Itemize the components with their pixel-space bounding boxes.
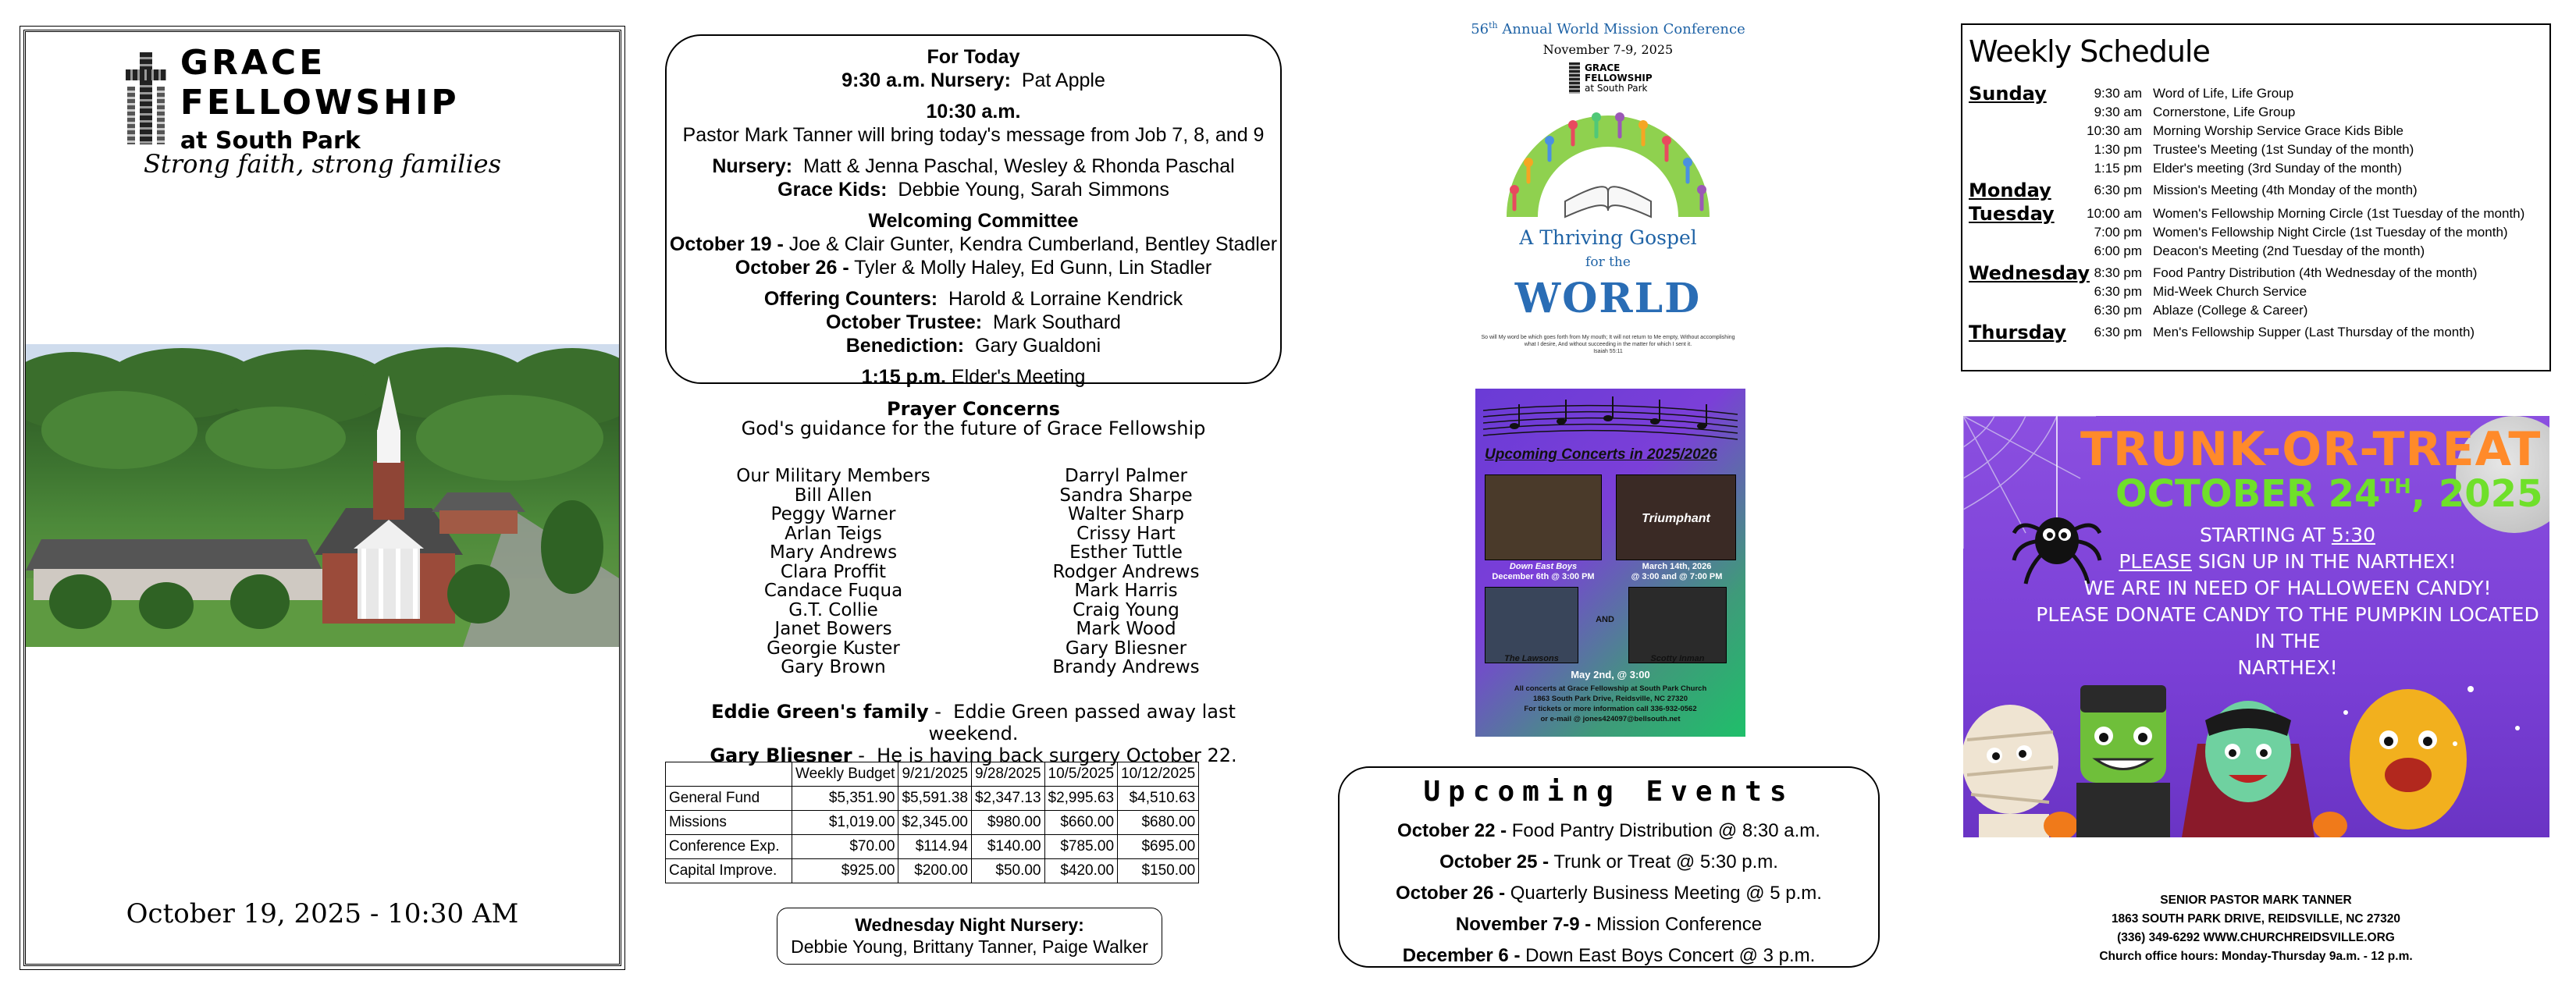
finance-header: 10/5/2025 — [1044, 762, 1118, 787]
special2-text: He is having back surgery October 22. — [877, 744, 1237, 766]
event-text: Quarterly Business Meeting @ 5 p.m. — [1510, 883, 1822, 904]
schedule-item — [2086, 301, 2546, 320]
nursery2-label: Nursery: — [712, 155, 793, 177]
counters-names: Harold & Lorraine Kendrick — [948, 288, 1183, 310]
concerts-flyer — [1475, 389, 1745, 737]
prayer-name: Bill Allen — [794, 485, 873, 506]
schedule-rows — [1969, 81, 2546, 343]
event-item — [1340, 940, 1878, 972]
prayer-name: G.T. Collie — [788, 599, 878, 620]
special1-name: Eddie Green's family — [711, 701, 929, 723]
finance-amount: $2,345.00 — [898, 811, 972, 835]
thriving-gospel-text: A Thriving Gospel — [1519, 226, 1697, 249]
schedule-time: 6:30 pm — [2094, 284, 2142, 299]
finance-header — [666, 762, 792, 787]
day-name: Wednesday — [1969, 262, 2090, 284]
schedule-time: 10:30 am — [2087, 123, 2142, 138]
scripture-verse: So will My word be which goes forth from My mouth; It will not return to Me empty, Without accomplishing what I desire, And without succeeding in the matter for which I sent it. Isaiah 55:11 — [1481, 335, 1735, 354]
event-text: Down East Boys Concert @ 3 p.m. — [1525, 945, 1816, 966]
event-date: October 26 - — [1396, 883, 1506, 904]
schedule-item — [2086, 159, 2546, 178]
schedule-day — [1969, 178, 2546, 201]
trunk-details: STARTING AT 5:30 PLEASE SIGN UP IN THE NARTHEX! WE ARE IN NEED OF HALLOWEEN CANDY! PLEASE DONATE CANDY TO THE PUMPKIN LOCATED IN THE NARTHEX! — [2036, 524, 2539, 679]
finance-fund-name: Capital Improve. — [666, 859, 792, 883]
day-name: Tuesday — [1969, 203, 2055, 225]
concerts-header: Upcoming Concerts in 2025/2026 — [1485, 446, 1717, 463]
schedule-text: Cornerstone, Life Group — [2153, 105, 2296, 119]
counters-label: Offering Counters: — [763, 288, 938, 310]
events-list — [1340, 816, 1878, 972]
schedule-text: Mission's Meeting (4th Monday of the month) — [2153, 183, 2418, 197]
welcome2-date: October 26 - — [735, 257, 849, 279]
finance-fund-name: Conference Exp. — [666, 835, 792, 859]
day-name: Sunday — [1969, 83, 2047, 105]
trunk-date: OCTOBER 24TH, 2025 — [2115, 472, 2543, 516]
prayer-name: Peggy Warner — [770, 504, 896, 524]
finance-fund-name: General Fund — [666, 787, 792, 811]
event-date: October 22 - — [1397, 820, 1507, 841]
event-text: Mission Conference — [1596, 914, 1763, 935]
prayer-name: Candace Fuqua — [763, 581, 903, 601]
prayer-title: Prayer Concerns — [887, 398, 1060, 420]
finance-amount: $140.00 — [971, 835, 1044, 859]
welcoming-title: Welcoming Committee — [868, 210, 1079, 232]
prayer-name: Craig Young — [1073, 599, 1179, 620]
nursery-name: Pat Apple — [1021, 69, 1105, 91]
schedule-item — [2086, 140, 2546, 159]
schedule-time: 6:30 pm — [2094, 303, 2142, 318]
nursery-label: 9:30 a.m. Nursery: — [841, 69, 1011, 91]
logo-location: at South Park — [180, 126, 361, 155]
finance-fund-name: Missions — [666, 811, 792, 835]
schedule-time: 1:15 pm — [2094, 161, 2142, 176]
schedule-day — [1969, 81, 2546, 178]
schedule-text: Ablaze (College & Career) — [2153, 303, 2308, 318]
schedule-item — [2086, 223, 2546, 242]
finance-amount: $2,995.63 — [1044, 787, 1118, 811]
schedule-text: Word of Life, Life Group — [2153, 86, 2294, 101]
kids-names: Debbie Young, Sarah Simmons — [898, 179, 1169, 201]
schedule-time: 6:30 pm — [2094, 183, 2142, 197]
schedule-text: Mid-Week Church Service — [2153, 284, 2307, 299]
special1-text: Eddie Green passed away last weekend. — [928, 701, 1236, 744]
kids-label: Grace Kids: — [777, 179, 888, 201]
trustee-name: Mark Southard — [993, 311, 1121, 333]
schedule-text: Women's Fellowship Morning Circle (1st Tuesday of the month) — [2153, 206, 2525, 221]
prayer-name: Rodger Andrews — [1052, 561, 1200, 582]
church-contact — [1961, 891, 2551, 966]
schedule-text: Elder's meeting (3rd Sunday of the month) — [2153, 161, 2402, 176]
prayer-name: Walter Sharp — [1067, 504, 1185, 524]
cross-icon — [126, 52, 166, 144]
schedule-title: Weekly Schedule — [1969, 34, 2210, 69]
prayer-name: Arlan Teigs — [785, 523, 882, 544]
schedule-time: 9:30 am — [2094, 86, 2142, 101]
finance-amount: $70.00 — [792, 835, 898, 859]
finance-amount: $925.00 — [792, 859, 898, 883]
finance-header: 9/21/2025 — [898, 762, 972, 787]
event-item — [1340, 909, 1878, 940]
schedule-time: 6:00 pm — [2094, 243, 2142, 258]
prayer-name: Gary Brown — [781, 657, 886, 677]
day-name: Thursday — [1969, 322, 2066, 343]
schedule-time: 7:00 pm — [2094, 225, 2142, 240]
schedule-text: Trustee's Meeting (1st Sunday of the month) — [2153, 142, 2414, 157]
trunk-or-treat-flyer — [1963, 416, 2549, 837]
office-hours: Church office hours: Monday-Thursday 9a.m. - 12 p.m. — [2099, 950, 2413, 963]
schedule-day — [1969, 261, 2546, 320]
schedule-text: Women's Fellowship Night Circle (1st Tuesday of the month) — [2153, 225, 2508, 240]
event-date: December 6 - — [1402, 945, 1521, 966]
service-time: 10:30 a.m. — [926, 101, 1021, 123]
finance-amount: $114.94 — [898, 835, 972, 859]
schedule-day — [1969, 201, 2546, 261]
service-date: October 19, 2025 - 10:30 AM — [126, 898, 519, 929]
schedule-text: Food Pantry Distribution (4th Wednesday of the month) — [2153, 265, 2478, 280]
schedule-item — [2086, 242, 2546, 261]
special2-name: Gary Bliesner — [710, 744, 852, 766]
finance-table — [665, 762, 1199, 883]
wed-nursery-title: Wednesday Night Nursery: — [855, 915, 1084, 935]
prayer-name: Mark Harris — [1074, 581, 1178, 601]
for-the-text: for the — [1585, 254, 1631, 270]
finance-row — [666, 787, 1199, 811]
church-address: 1863 SOUTH PARK DRIVE, REIDSVILLE, NC 27320 — [2111, 912, 2401, 926]
finance-amount: $4,510.63 — [1118, 787, 1199, 811]
prayer-name: Darryl Palmer — [1065, 466, 1187, 486]
finance-header: Weekly Budget — [792, 762, 898, 787]
schedule-item — [2086, 181, 2546, 200]
finance-amount: $660.00 — [1044, 811, 1118, 835]
concert3-name: The Lawsons — [1504, 654, 1559, 663]
prayer-name: Our Military Members — [736, 466, 930, 486]
tagline: Strong faith, strong families — [143, 149, 501, 179]
event-item — [1340, 878, 1878, 909]
prayer-column-1 — [687, 467, 980, 677]
concert1-date: December 6th @ 3:00 PM — [1492, 572, 1595, 581]
trunk-title: TRUNK-OR-TREAT — [2080, 422, 2542, 477]
for-today-box — [665, 34, 1282, 388]
conference-title: 56th Annual World Mission Conference — [1471, 20, 1745, 37]
events-title: Upcoming Events — [1423, 776, 1795, 808]
special-prayer: Eddie Green's family - Eddie Green passed away last weekend. Gary Bliesner - He is having back surgery October 22. — [710, 701, 1237, 766]
benediction-label: Benediction: — [845, 335, 965, 357]
music-notes-icon — [1483, 395, 1738, 442]
elders-time: 1:15 p.m. — [861, 366, 946, 388]
and-text: AND — [1596, 615, 1614, 624]
sermon-message: Pastor Mark Tanner will bring today's message from Job 7, 8, and 9 — [682, 124, 1265, 146]
prayer-name: Sandra Sharpe — [1059, 485, 1193, 506]
prayer-name: Esther Tuttle — [1069, 542, 1183, 563]
prayer-list — [687, 467, 1272, 677]
schedule-item — [2086, 204, 2546, 223]
wednesday-nursery-box — [777, 908, 1162, 965]
people-globe-illustration — [1491, 100, 1725, 229]
prayer-name: Clara Proffit — [780, 561, 887, 582]
finance-amount: $695.00 — [1118, 835, 1199, 859]
concert34-date: May 2nd, @ 3:00 — [1571, 669, 1650, 681]
conference-dates: November 7-9, 2025 — [1542, 42, 1674, 57]
upcoming-events-box — [1338, 766, 1880, 968]
prayer-name: Janet Bowers — [774, 619, 892, 639]
schedule-time: 1:30 pm — [2094, 142, 2142, 157]
concert1-name: Down East Boys — [1509, 562, 1578, 571]
prayer-name: Georgie Kuster — [767, 638, 900, 659]
for-today-title: For Today — [927, 46, 1020, 68]
welcome2-names: Tyler & Molly Haley, Ed Gunn, Lin Stadler — [854, 257, 1212, 279]
finance-amount: $980.00 — [971, 811, 1044, 835]
welcome1-names: Joe & Clair Gunter, Kendra Cumberland, Bentley Stadler — [788, 233, 1278, 255]
nursery2-names: Matt & Jenna Paschal, Wesley & Rhonda Paschal — [803, 155, 1235, 177]
schedule-item — [2086, 283, 2546, 301]
event-date: October 25 - — [1439, 851, 1550, 872]
prayer-column-2 — [980, 467, 1272, 677]
finance-amount: $150.00 — [1118, 859, 1199, 883]
schedule-item — [2086, 264, 2546, 283]
cross-icon — [1569, 62, 1580, 94]
finance-header: 10/12/2025 — [1118, 762, 1199, 787]
church-photo — [26, 344, 619, 647]
concerts-footer: All concerts at Grace Fellowship at South Park Church 1863 South Park Drive, Reidsville, NC 27320 For tickets or more information call 336-932-0562 or e-mail @ jones424097@bellsouth.net — [1514, 684, 1707, 723]
schedule-item — [2086, 323, 2546, 342]
concert2-date: March 14th, 2026 — [1642, 562, 1712, 571]
finance-amount: $5,351.90 — [792, 787, 898, 811]
wed-nursery-names: Debbie Young, Brittany Tanner, Paige Walker — [791, 936, 1148, 957]
prayer-name: Brandy Andrews — [1052, 657, 1200, 677]
finance-amount: $2,347.13 — [971, 787, 1044, 811]
concert4-name: Scotty Inman — [1650, 654, 1705, 663]
schedule-text: Morning Worship Service Grace Kids Bible — [2153, 123, 2403, 138]
finance-amount: $5,591.38 — [898, 787, 972, 811]
schedule-item — [2086, 122, 2546, 140]
pastor-name: SENIOR PASTOR MARK TANNER — [2160, 894, 2352, 907]
trustee-label: October Trustee: — [826, 311, 983, 333]
finance-amount: $50.00 — [971, 859, 1044, 883]
concert2-time: @ 3:00 and @ 7:00 PM — [1631, 572, 1723, 581]
finance-row — [666, 811, 1199, 835]
finance-row — [666, 859, 1199, 883]
prayer-name: Gary Bliesner — [1065, 638, 1187, 659]
schedule-item — [2086, 84, 2546, 103]
welcome1-date: October 19 - — [669, 233, 784, 255]
day-name: Monday — [1969, 179, 2051, 201]
prayer-subtitle: God's guidance for the future of Grace Fellowship — [741, 418, 1206, 439]
lawsons-photo — [1485, 587, 1578, 663]
prayer-name: Mary Andrews — [769, 542, 898, 563]
elders-text: Elder's Meeting — [951, 366, 1086, 388]
prayer-name: Crissy Hart — [1076, 523, 1176, 544]
prayer-name: Mark Wood — [1076, 619, 1176, 639]
schedule-time: 6:30 pm — [2094, 325, 2142, 339]
schedule-day — [1969, 320, 2546, 343]
halloween-characters-illustration — [1963, 666, 2549, 837]
logo-name: GRACE FELLOWSHIP — [180, 42, 460, 123]
finance-amount: $785.00 — [1044, 835, 1118, 859]
finance-amount: $1,019.00 — [792, 811, 898, 835]
down-east-boys-photo — [1485, 474, 1602, 560]
schedule-text: Men's Fellowship Supper (Last Thursday of the month) — [2153, 325, 2475, 339]
finance-amount: $680.00 — [1118, 811, 1199, 835]
event-date: November 7-9 - — [1455, 914, 1592, 935]
finance-amount: $420.00 — [1044, 859, 1118, 883]
benediction-name: Gary Gualdoni — [975, 335, 1101, 357]
finance-amount: $200.00 — [898, 859, 972, 883]
event-item — [1340, 816, 1878, 847]
weekly-schedule — [1961, 23, 2551, 371]
event-text: Trunk or Treat @ 5:30 p.m. — [1553, 851, 1778, 872]
finance-row — [666, 835, 1199, 859]
cover-panel — [23, 30, 621, 966]
church-logo — [126, 42, 619, 155]
schedule-item — [2086, 103, 2546, 122]
concert2-name: Triumphant — [1642, 512, 1710, 525]
prayer-concerns — [665, 400, 1282, 439]
phone-website: (336) 349-6292 WWW.CHURCHREIDSVILLE.ORG — [2117, 931, 2395, 944]
event-text: Food Pantry Distribution @ 8:30 a.m. — [1511, 820, 1820, 841]
schedule-time: 9:30 am — [2094, 105, 2142, 119]
schedule-time: 10:00 am — [2087, 206, 2142, 221]
schedule-text: Deacon's Meeting (2nd Tuesday of the month) — [2153, 243, 2425, 258]
finance-header: 9/28/2025 — [971, 762, 1044, 787]
schedule-time: 8:30 pm — [2094, 265, 2142, 280]
conference-logo: GRACE FELLOWSHIP at South Park — [1569, 62, 1653, 94]
event-item — [1340, 847, 1878, 878]
scotty-inman-photo — [1628, 587, 1727, 663]
world-text: WORLD — [1514, 275, 1702, 322]
